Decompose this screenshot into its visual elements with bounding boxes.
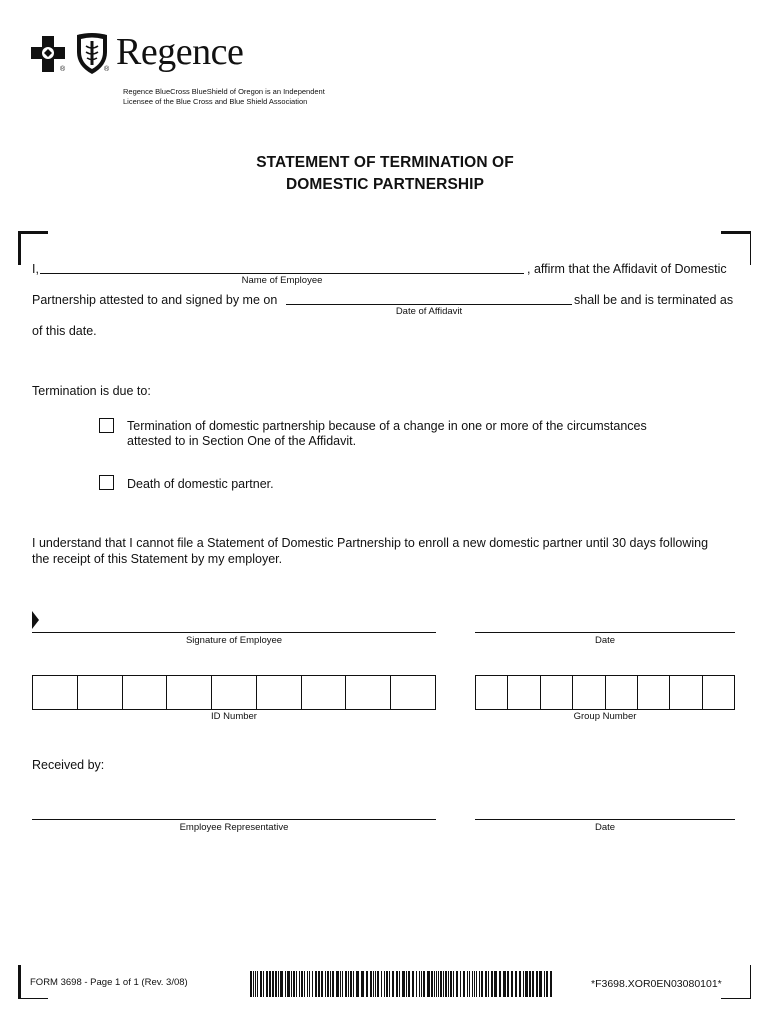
received-by-label: Received by:: [32, 758, 105, 772]
id-number-cell[interactable]: [302, 676, 347, 709]
signature-date-label: Date: [594, 635, 616, 646]
corner-mark-bottom-right: [721, 965, 751, 999]
group-number-cell[interactable]: [670, 676, 702, 709]
licensee-line-1: Regence BlueCross BlueShield of Oregon is an Independent: [123, 87, 325, 96]
id-number-label: ID Number: [211, 711, 257, 722]
title-line-2: DOMESTIC PARTNERSHIP: [285, 176, 485, 193]
option-change-circumstances: [127, 419, 647, 449]
id-number-cell[interactable]: [346, 676, 391, 709]
group-number-cell[interactable]: [638, 676, 670, 709]
option-1-line-1: Termination of domestic partnership because of a change in one or more of the circumstances: [127, 419, 647, 433]
partnership-suffix: shall be and is terminated as: [574, 293, 734, 307]
corner-mark-top-left: [18, 231, 48, 265]
death-of-partner-checkbox[interactable]: [99, 475, 114, 490]
id-number-cell[interactable]: [391, 676, 435, 709]
title-line-1: STATEMENT OF TERMINATION OF: [256, 154, 514, 171]
form-number: FORM 3698 - Page 1 of 1 (Rev. 3/08): [30, 977, 188, 988]
affidavit-date-label: Date of Affidavit: [395, 306, 463, 317]
licensee-statement: [123, 87, 325, 107]
id-number-cell[interactable]: [167, 676, 212, 709]
group-number-cell[interactable]: [573, 676, 605, 709]
termination-due-label: Termination is due to:: [32, 384, 151, 398]
representative-date-field[interactable]: [475, 819, 735, 820]
employee-name-label: Name of Employee: [241, 275, 323, 286]
id-number-boxes[interactable]: [32, 675, 436, 710]
affidavit-date-field[interactable]: [286, 304, 572, 305]
of-this-date: of this date.: [32, 324, 97, 338]
signature-label: Signature of Employee: [185, 635, 283, 646]
logo: [30, 32, 270, 82]
group-number-cell[interactable]: [606, 676, 638, 709]
understanding-line-2: the receipt of this Statement by my employer.: [32, 552, 283, 566]
signature-date-field[interactable]: [475, 632, 735, 633]
signature-arrow-icon: [32, 611, 40, 629]
registered-mark: ®: [104, 66, 110, 73]
registered-mark: ®: [60, 66, 66, 73]
id-number-cell[interactable]: [78, 676, 123, 709]
group-number-label: Group Number: [573, 711, 637, 722]
group-number-cell[interactable]: [476, 676, 508, 709]
group-number-boxes[interactable]: [475, 675, 735, 710]
id-number-cell[interactable]: [33, 676, 78, 709]
affirm-prefix: I,: [32, 262, 39, 276]
id-number-cell[interactable]: [257, 676, 302, 709]
employee-name-field[interactable]: [40, 273, 524, 274]
understanding-statement: [32, 535, 737, 567]
change-in-circumstances-checkbox[interactable]: [99, 418, 114, 433]
option-1-line-2: attested to in Section One of the Affidavit.: [127, 434, 357, 448]
employee-representative-label: Employee Representative: [179, 822, 289, 833]
option-death-of-partner: Death of domestic partner.: [127, 477, 274, 491]
id-number-cell[interactable]: [123, 676, 168, 709]
barcode-text: *F3698.XOR0EN03080101*: [591, 978, 722, 990]
understanding-line-1: I understand that I cannot file a Statement of Domestic Partnership to enroll a new domestic partner until 30 days following: [32, 536, 709, 550]
partnership-prefix: Partnership attested to and signed by me on: [32, 293, 278, 307]
affirm-suffix: , affirm that the Affidavit of Domestic: [527, 262, 727, 276]
group-number-cell[interactable]: [703, 676, 734, 709]
group-number-cell[interactable]: [508, 676, 540, 709]
barcode: [250, 971, 554, 997]
employee-representative-field[interactable]: [32, 819, 436, 820]
page-title: [0, 152, 770, 196]
employee-signature-field[interactable]: [32, 632, 436, 633]
id-number-cell[interactable]: [212, 676, 257, 709]
brand-name: Regence: [116, 31, 244, 73]
corner-mark-top-right: [721, 231, 751, 265]
group-number-cell[interactable]: [541, 676, 573, 709]
licensee-line-2: Licensee of the Blue Cross and Blue Shield Association: [123, 97, 308, 106]
representative-date-label: Date: [594, 822, 616, 833]
